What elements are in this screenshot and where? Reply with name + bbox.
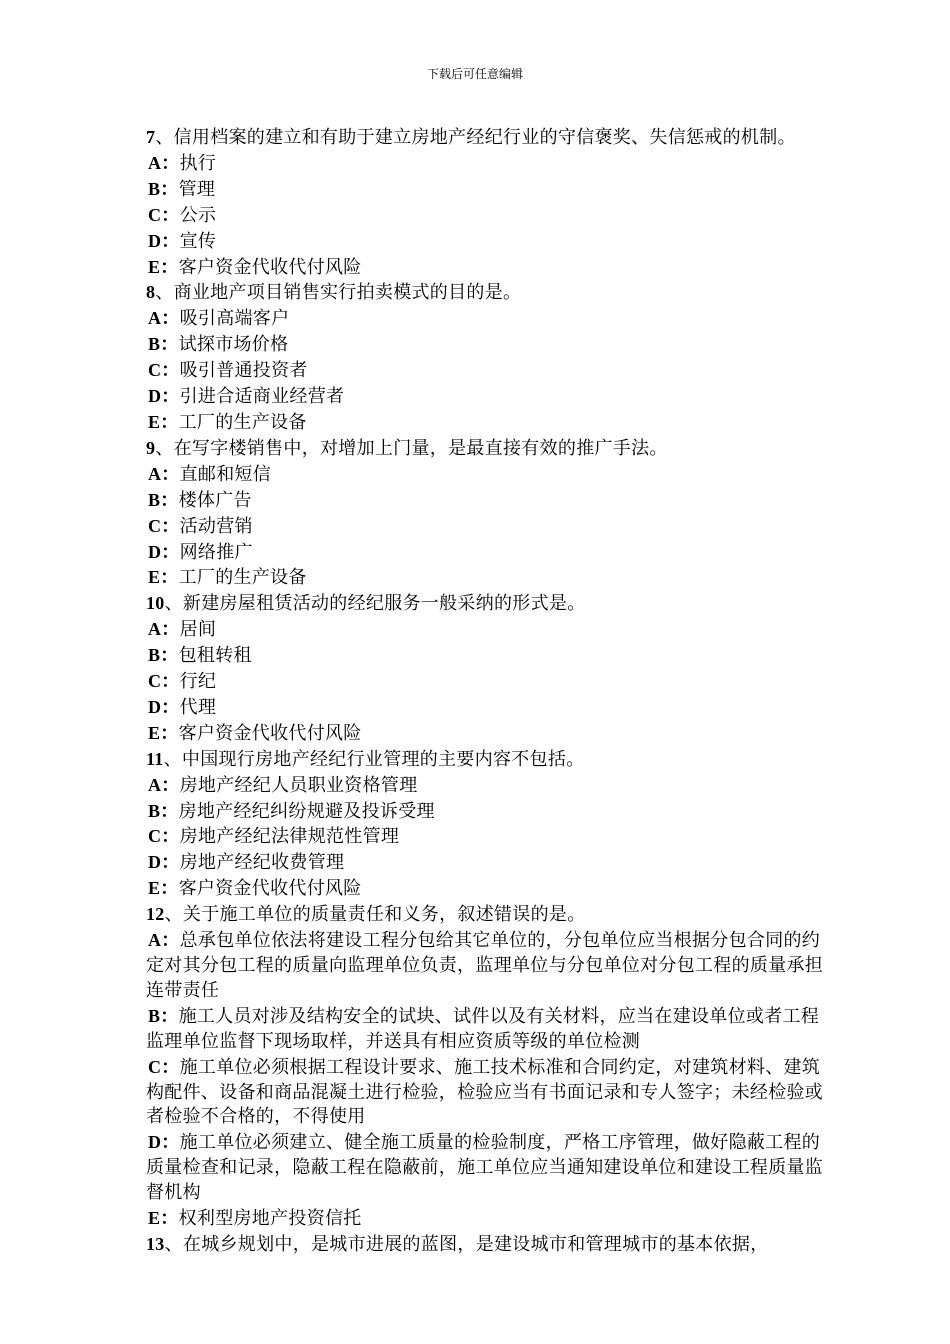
question-text: 、中国现行房地产经纪行业管理的主要内容不包括。: [163, 748, 585, 770]
option-key: C：: [148, 1056, 180, 1077]
option-c: [146, 669, 826, 695]
option-key: C：: [148, 671, 180, 692]
header-note: 下载后可任意编辑: [426, 67, 523, 81]
option-key: A：: [148, 774, 180, 795]
option-key: D：: [148, 541, 180, 562]
option-text: 吸引普通投资者: [179, 360, 308, 382]
option-a: [146, 928, 826, 1004]
option-e: [146, 410, 826, 436]
option-text: 楼体广告: [178, 489, 252, 511]
option-key: A：: [148, 930, 180, 951]
question-11: [146, 747, 826, 902]
question-8: [146, 280, 826, 435]
option-b: [146, 332, 826, 358]
option-c: [146, 203, 826, 229]
option-e: [146, 1206, 826, 1232]
option-text: 房地产经纪人员职业资格管理: [179, 774, 418, 796]
option-b: [146, 1004, 826, 1055]
option-a: [146, 773, 826, 799]
option-e: [146, 721, 826, 747]
question-text: 、新建房屋租赁活动的经纪服务一般采纳的形式是。: [164, 593, 586, 615]
option-text: 公示: [179, 204, 217, 226]
question-text: 、在写字楼销售中，对增加上门量，是最直接有效的推广手法。: [155, 437, 668, 459]
option-key: E：: [148, 722, 179, 743]
option-text: 客户资金代收代付风险: [178, 722, 362, 744]
option-key: C：: [148, 204, 180, 225]
option-b: [146, 643, 826, 669]
option-text: 施工人员对涉及结构安全的试块、试件以及有关材料，应当在建设单位或者工程监理单位监督下现场取样，并送具有相应资质等级的单位检测: [146, 1005, 820, 1052]
option-b: [146, 799, 826, 825]
option-b: [146, 488, 826, 514]
option-text: 房地产经纪纠纷规避及投诉受理: [178, 800, 435, 822]
option-key: B：: [148, 1005, 179, 1026]
option-e: [146, 255, 826, 281]
question-stem: [146, 436, 826, 462]
option-text: 居间: [179, 619, 217, 641]
option-text: 活动营销: [179, 515, 253, 537]
option-text: 总承包单位依法将建设工程分包给其它单位的，分包单位应当根据分包合同的约定对其分包工程的质量向监理单位负责，监理单位与分包单位对分包工程的质量承担连带责任: [146, 930, 824, 1001]
option-text: 吸引高端客户: [179, 308, 290, 330]
option-text: 试探市场价格: [178, 334, 289, 356]
option-d: [146, 229, 826, 255]
option-text: 代理: [179, 696, 217, 718]
option-key: A：: [148, 463, 180, 484]
question-stem: [146, 747, 826, 773]
option-text: 直邮和短信: [179, 463, 272, 485]
question-number: 7: [146, 127, 156, 147]
option-key: C：: [148, 515, 180, 536]
question-stem: [146, 125, 826, 151]
option-text: 执行: [179, 152, 217, 174]
option-c: [146, 514, 826, 540]
option-d: [146, 850, 826, 876]
option-e: [146, 876, 826, 902]
question-number: 9: [146, 437, 156, 458]
option-text: 施工单位必须建立、健全施工质量的检验制度，严格工序管理，做好隐蔽工程的质量检查和记录，隐蔽工程在隐蔽前，施工单位应当通知建设单位和建设工程质量监督机构: [146, 1132, 824, 1204]
option-key: E：: [148, 1208, 179, 1229]
question-text: 、在城乡规划中，是城市进展的蓝图，是建设城市和管理城市的基本依据，: [164, 1233, 769, 1255]
option-text: 客户资金代收代付风险: [178, 256, 362, 278]
option-key: C：: [148, 826, 180, 847]
question-stem: [146, 1232, 826, 1258]
option-d: [146, 540, 826, 566]
option-d: [146, 1130, 826, 1206]
option-a: [146, 617, 826, 643]
option-text: 工厂的生产设备: [178, 411, 307, 433]
option-key: B：: [148, 489, 179, 510]
question-10: [146, 591, 826, 746]
option-key: B：: [148, 645, 179, 666]
option-a: [146, 306, 826, 332]
option-text: 行纪: [179, 671, 217, 693]
question-12: [146, 902, 826, 1232]
question-text: 、商业地产项目销售实行拍卖模式的目的是。: [155, 282, 522, 304]
question-13: [146, 1232, 826, 1258]
question-number: 12: [146, 904, 165, 925]
option-key: D：: [148, 230, 180, 251]
option-text: 引进合适商业经营者: [179, 386, 345, 408]
option-key: D：: [148, 852, 180, 873]
option-key: D：: [148, 386, 180, 407]
question-number: 11: [146, 748, 164, 769]
question-9: [146, 436, 826, 591]
option-c: [146, 824, 826, 850]
option-text: 客户资金代收代付风险: [178, 878, 362, 900]
option-text: 宣传: [179, 230, 217, 252]
option-text: 管理: [178, 178, 216, 200]
question-number: 10: [146, 593, 165, 614]
question-number: 13: [146, 1233, 165, 1254]
option-key: A：: [148, 308, 180, 329]
option-key: B：: [148, 800, 179, 821]
option-key: E：: [148, 411, 179, 432]
option-a: [146, 151, 826, 177]
option-key: E：: [148, 256, 179, 277]
question-stem: [146, 280, 826, 306]
option-key: E：: [148, 878, 179, 899]
option-text: 房地产经纪收费管理: [179, 852, 345, 874]
option-d: [146, 384, 826, 410]
question-text: 、关于施工单位的质量责任和义务，叙述错误的是。: [164, 904, 586, 926]
option-a: [146, 462, 826, 488]
option-text: 工厂的生产设备: [178, 567, 307, 589]
option-text: 房地产经纪法律规范性管理: [179, 826, 400, 848]
question-number: 8: [146, 282, 156, 303]
option-key: B：: [148, 178, 179, 199]
option-key: A：: [148, 152, 180, 173]
question-text: 、信用档案的建立和有助于建立房地产经纪行业的守信褒奖、失信惩戒的机制。: [155, 127, 796, 148]
option-text: 权利型房地产投资信托: [178, 1208, 362, 1230]
option-d: [146, 695, 826, 721]
option-key: E：: [148, 567, 179, 588]
option-key: D：: [148, 1132, 180, 1153]
option-b: [146, 177, 826, 203]
option-text: 包租转租: [178, 645, 252, 667]
option-text: 施工单位必须根据工程设计要求、施工技术标准和合同约定，对建筑材料、建筑构配件、设备和商品混凝土进行检验，检验应当有书面记录和专人签字；未经检验或者检验不合格的，不得使用: [146, 1056, 824, 1128]
question-stem: [146, 591, 826, 617]
option-text: 网络推广: [179, 541, 253, 563]
option-e: [146, 565, 826, 591]
option-c: [146, 358, 826, 384]
option-key: A：: [148, 619, 180, 640]
question-7: [146, 125, 826, 280]
option-c: [146, 1055, 826, 1131]
question-list: [146, 125, 826, 1258]
question-stem: [146, 902, 826, 928]
option-key: C：: [148, 360, 180, 381]
option-key: B：: [148, 334, 179, 355]
option-key: D：: [148, 696, 180, 717]
